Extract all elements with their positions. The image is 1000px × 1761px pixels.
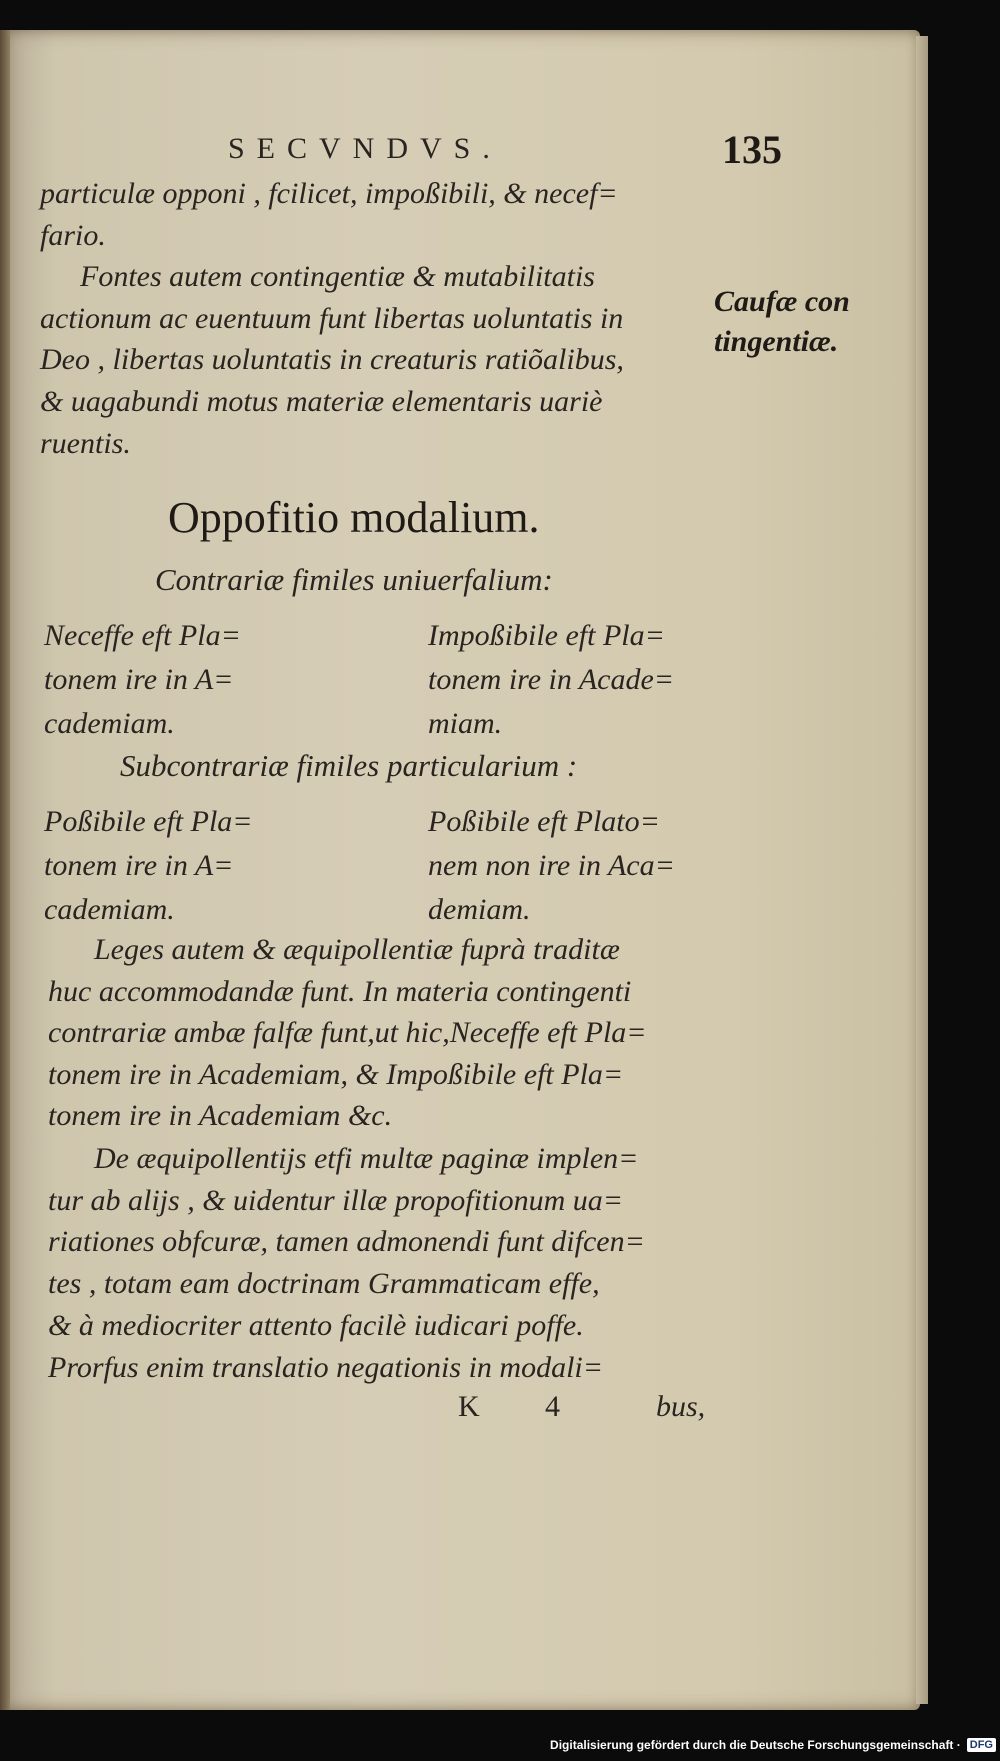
block1-line-5: Deo , libertas uoluntatis in creaturis ratiõalibus, bbox=[40, 343, 624, 376]
signature-number: 4 bbox=[545, 1390, 560, 1423]
block2-line-4: tonem ire in Academiam, & Impoßibile eft Pla= bbox=[48, 1058, 624, 1091]
subcontrariae-right-line-1: Poßibile eft Plato= bbox=[428, 805, 660, 838]
block2-line-7: tur ab alijs , & uidentur illæ propofitionum ua= bbox=[48, 1184, 624, 1217]
contrariae-left-line-1: Neceffe eft Pla= bbox=[44, 619, 241, 652]
block1-line-1: particulæ opponi , fcilicet, impoßibili, & necef= bbox=[40, 177, 618, 210]
running-title: SECVNDVS. bbox=[228, 132, 502, 165]
subcontrariae-left bbox=[44, 800, 253, 932]
footer-credit bbox=[550, 1735, 996, 1755]
contrariae-right-line-1: Impoßibile eft Pla= bbox=[428, 619, 665, 652]
page-edge bbox=[916, 36, 928, 1704]
margin-note-line-2: tingentiæ. bbox=[714, 325, 839, 358]
catchword: bus, bbox=[656, 1390, 706, 1423]
block1-line-6: & uagabundi motus materiæ elementaris uariè bbox=[40, 385, 603, 418]
block1-line-4: actionum ac euentuum funt libertas uoluntatis in bbox=[40, 302, 624, 335]
contrariae-right-line-2: tonem ire in Acade= bbox=[428, 663, 675, 696]
block1-line-2: fario. bbox=[40, 219, 106, 252]
subcontrariae-right-line-2: nem non ire in Aca= bbox=[428, 849, 675, 882]
block2-line-11: Prorfus enim translatio negationis in modali= bbox=[48, 1351, 603, 1384]
contrariae-left-line-3: cademiam. bbox=[44, 707, 175, 740]
block1-line-7: ruentis. bbox=[40, 427, 131, 460]
block2-line-3: contrariæ ambæ falfæ funt,ut hic,Neceffe eft Pla= bbox=[48, 1016, 647, 1049]
margin-note bbox=[714, 282, 864, 362]
footer-text: Digitalisierung gefördert durch die Deutsche Forschungsgemeinschaft · bbox=[550, 1738, 961, 1752]
signature-mark: K bbox=[458, 1390, 480, 1423]
subcontrariae-left-line-1: Poßibile eft Pla= bbox=[44, 805, 253, 838]
block1-line-3: Fontes autem contingentiæ & mutabilitatis bbox=[80, 260, 595, 293]
section-heading: Oppofitio modalium. bbox=[168, 493, 540, 542]
block2-line-10: & à mediocriter attento facilè iudicari poffe. bbox=[48, 1309, 584, 1342]
contrariae-left-line-2: tonem ire in A= bbox=[44, 663, 234, 696]
contrariae-left bbox=[44, 614, 241, 746]
block2-line-2: huc accommodandæ funt. In materia contingenti bbox=[48, 975, 632, 1008]
binding-shadow bbox=[0, 30, 10, 1710]
block2-line-6: De æquipollentijs etfi multæ paginæ implen= bbox=[94, 1142, 639, 1175]
dfg-logo-icon: DFG bbox=[967, 1738, 996, 1752]
margin-note-line-1: Caufæ con bbox=[714, 285, 850, 318]
subcontrariae-left-line-2: tonem ire in A= bbox=[44, 849, 234, 882]
block2-line-1: Leges autem & æquipollentiæ fuprà traditæ bbox=[94, 933, 620, 966]
subcontrariae-left-line-3: cademiam. bbox=[44, 893, 175, 926]
contrariae-right-line-3: miam. bbox=[428, 707, 503, 740]
contrariae-subtitle: Contrariæ fimiles uniuerfalium: bbox=[155, 562, 553, 597]
block2-line-8: riationes obfcuræ, tamen admonendi funt difcen= bbox=[48, 1225, 645, 1258]
block2-line-9: tes , totam eam doctrinam Grammaticam effe, bbox=[48, 1267, 600, 1300]
subcontrariae-subtitle: Subcontrariæ fimiles particularium : bbox=[120, 748, 578, 783]
subcontrariae-right-line-3: demiam. bbox=[428, 893, 531, 926]
page-number: 135 bbox=[722, 127, 782, 172]
contrariae-right bbox=[428, 614, 674, 746]
block2-line-5: tonem ire in Academiam &c. bbox=[48, 1099, 393, 1132]
subcontrariae-right bbox=[428, 800, 675, 932]
